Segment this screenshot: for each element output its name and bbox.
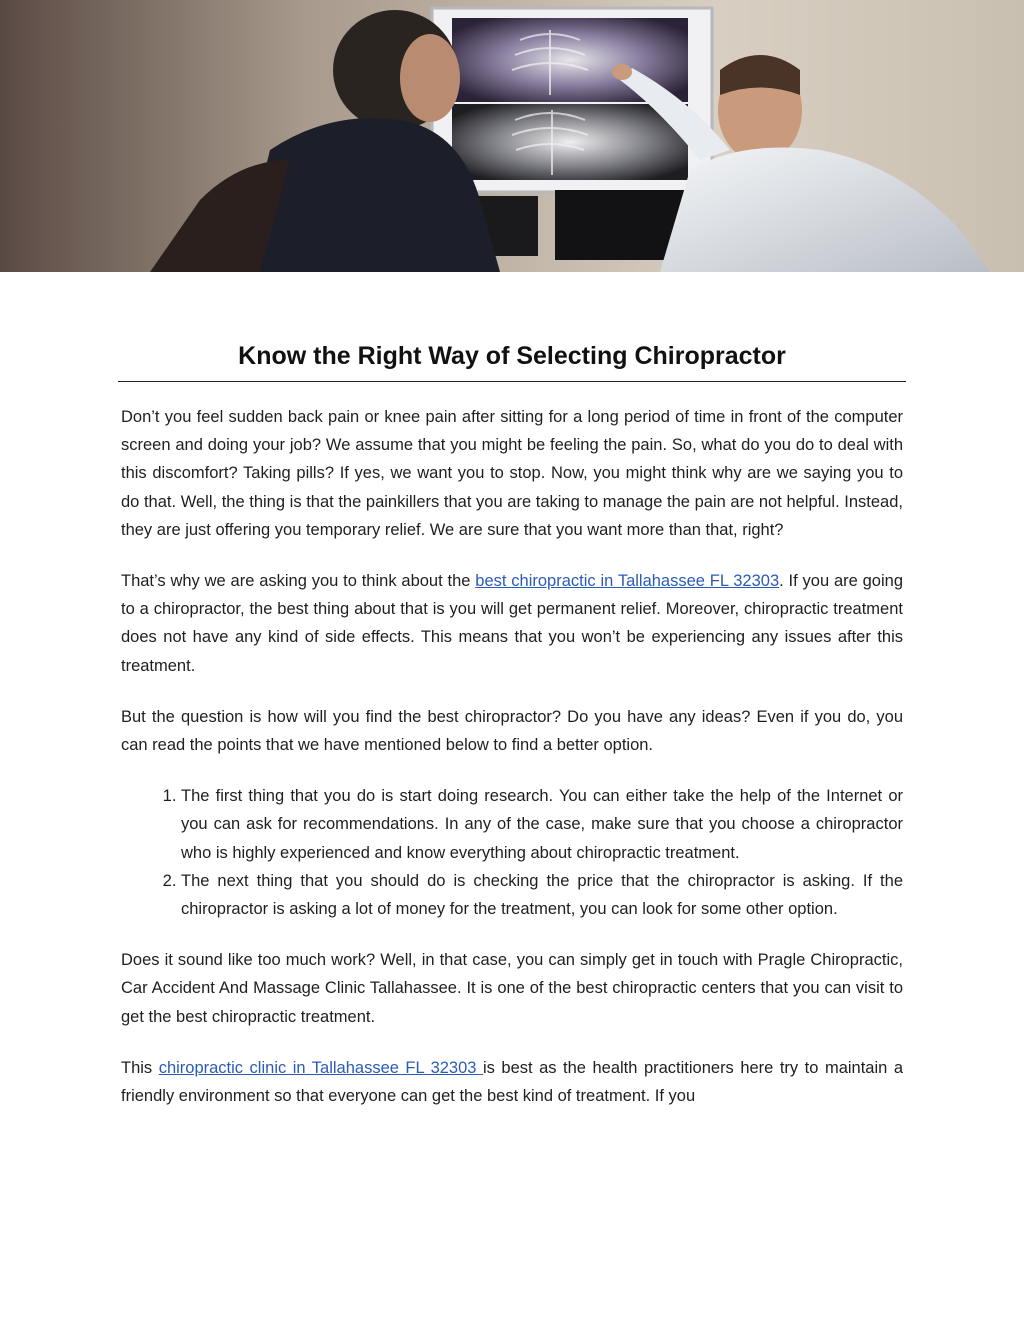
paragraph-text: That’s why we are asking you to think about the [121,572,476,591]
list-item: 1. The first thing that you do is start doing research. You can either take the help of the Internet or you can ask for recommendations. In any of the case, make sure that you choose a chiropractor who is highly experienced and know everything about chiropractic treatment. [181,782,903,867]
chiropractic-clinic-link[interactable]: chiropractic clinic in Tallahassee FL 32303 [158,1058,483,1077]
paragraph-pragle: Does it sound like too much work? Well, in that case, you can simply get in touch with Pragle Chiropractic, Car Accident And Massage Clinic Tallahassee. It is one of the best chiropractic centers that you can visit to get the best chiropractic treatment. [121,951,903,1026]
paragraph-question: But the question is how will you find the best chiropractor? Do you have any ideas? Even if you do, you can read the points that we have mentioned below to find a better option. [121,707,903,755]
paragraph-text: . If you are going to a chiropractor, the best thing about that is you will get permanent relief. Moreover, chiropractic treatment does not have any kind of side effects. This means that you won’t be experiencing any issues after this treatment. [121,572,903,675]
paragraph-text: is best as the health practitioners here try to maintain a friendly environment so that everyone can get the best kind of treatment. If you [121,1058,903,1106]
paragraph-text: This [121,1058,159,1077]
title-divider [118,381,906,382]
article-body [121,403,903,1133]
paragraph-intro: Don’t you feel sudden back pain or knee pain after sitting for a long period of time in front of the computer screen and doing your job? We assume that you might be feeling the pain. So, what do you do to deal with this discomfort? Taking pills? If yes, we want you to stop. Now, you might think why are we saying you to do that. Well, the thing is that the painkillers that you are taking to manage the pain are not helpful. Instead, they are just offering you temporary relief. We are sure that you want more than that, right? [121,408,903,539]
tips-list [121,782,903,923]
article-title: Know the Right Way of Selecting Chiropractor [238,342,786,370]
best-chiropractic-link[interactable]: best chiropractic in Tallahassee FL 32303 [475,572,780,591]
hero-photo [0,0,1024,272]
list-item: 2. The next thing that you should do is checking the price that the chiropractor is asking. If the chiropractor is asking a lot of money for the treatment, you can look for some other option. [181,867,903,923]
paragraph-clinic [121,1054,903,1110]
paragraph-best-chiropractic [121,567,903,680]
